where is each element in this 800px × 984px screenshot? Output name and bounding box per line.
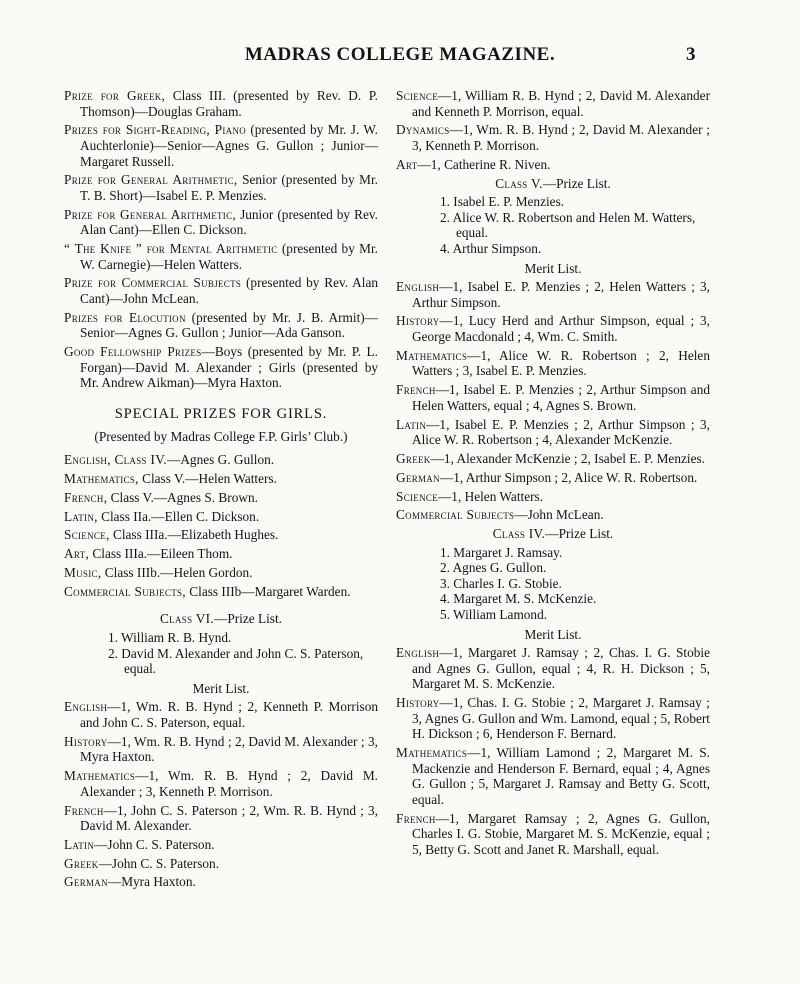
entry-subject: Greek bbox=[396, 450, 431, 466]
merit-entry bbox=[396, 417, 710, 448]
entry-text: —John C. S. Paterson. bbox=[98, 855, 220, 871]
entry-text: —1, Isabel E. P. Menzies ; 2, Arthur Simpson and Helen Watters, equal ; 4, Agnes S. Brown. bbox=[412, 382, 710, 413]
entry-text: Senior (presented by Mr. T. B. Short)—Isabel E. P. Menzies. bbox=[80, 172, 378, 203]
merit-entry bbox=[396, 489, 710, 505]
class5-merit-heading: Merit List. bbox=[524, 260, 582, 276]
entry-text: —1, Wm. R. B. Hynd ; 2, David M. Alexander ; 3, Myra Haxton. bbox=[80, 733, 378, 765]
merit-entry bbox=[396, 507, 710, 523]
prize-entry bbox=[64, 344, 378, 391]
entry-text: —John McLean. bbox=[514, 507, 604, 523]
entry-subject: “ The Knife ” for Mental Arithmetic bbox=[64, 241, 278, 257]
prize-list-item: 4. Margaret M. S. McKenzie. bbox=[440, 591, 597, 607]
prize-list-item: 2. Agnes G. Gullon. bbox=[440, 560, 547, 576]
heading-class: Class V. bbox=[495, 175, 543, 191]
merit-entry bbox=[396, 470, 710, 486]
prize-entry bbox=[64, 241, 378, 272]
spacer bbox=[64, 602, 378, 608]
entry-text: —John C. S. Paterson. bbox=[94, 836, 215, 852]
merit-entry bbox=[396, 695, 710, 742]
merit-entry bbox=[64, 768, 378, 799]
merit-entry bbox=[396, 348, 710, 379]
class6-prize-heading bbox=[64, 611, 378, 627]
prize-entry bbox=[64, 207, 378, 238]
entry-text: —1, Margaret Ramsay ; 2, Agnes G. Gullon, Charles I. G. Stobie, Margaret M. S. McKenzie, equal ; 5, Betty G. Scott and Janet R. Marshall, equal. bbox=[412, 810, 710, 857]
entry-text: —1, Alexander McKenzie ; 2, Isabel E. P. Menzies. bbox=[430, 450, 705, 466]
left-column bbox=[64, 88, 378, 893]
entry-subject: Mathematics bbox=[64, 768, 136, 784]
entry-text: (presented by Rev. Alan Cant)—John McLean. bbox=[80, 275, 378, 307]
entry-text: —1, Lucy Herd and Arthur Simpson, equal ; 3, George Macdonald ; 4, Wm. C. Smith. bbox=[412, 313, 710, 345]
entry-text: —1, William Lamond ; 2, Margaret M. S. Mackenzie and Henderson F. Bernard, equal ; 4, Agnes G. Gullon ; 5, Margaret J. Ramsay and Betty G. Scott, equal. bbox=[412, 745, 710, 807]
entry-text: —1, Catherine R. Niven. bbox=[417, 156, 551, 172]
entry-text: Class IIIa.—Eileen Thom. bbox=[89, 546, 233, 562]
entry-subject: Science bbox=[396, 88, 438, 103]
merit-entry bbox=[64, 734, 378, 765]
prize-list-item: 3. Charles I. G. Stobie. bbox=[440, 575, 562, 591]
entry-text: —1, Arthur Simpson ; 2, Alice W. R. Robertson. bbox=[439, 469, 698, 485]
prize-list-item: 2. David M. Alexander and John C. S. Paterson, equal. bbox=[108, 645, 364, 677]
entry-subject: Commercial Subjects, bbox=[64, 583, 186, 599]
entry-text: (presented by Mr. J. W. Auchterlonie)—Senior—Agnes G. Gullon ; Junior—Margaret Russell. bbox=[80, 122, 378, 169]
entry-subject: German bbox=[396, 469, 440, 485]
special-prize-entry bbox=[64, 527, 378, 543]
merit-entry bbox=[64, 803, 378, 834]
entry-subject: French bbox=[396, 810, 436, 826]
right-column bbox=[396, 88, 710, 861]
entry-text: —1, Chas. I. G. Stobie ; 2, Margaret J. Ramsay ; 3, Agnes G. Gullon and Wm. Lamond, equal ; 5, Robert H. Dickson ; 6, Henderson F. Bernard. bbox=[412, 695, 710, 742]
prize-entry bbox=[64, 310, 378, 341]
class6-merit-heading: Merit List. bbox=[192, 680, 250, 696]
class6-prize-list bbox=[64, 630, 378, 677]
entry-subject: English bbox=[396, 645, 440, 661]
entry-subject: French bbox=[64, 802, 104, 818]
prize-list-item: 1. William R. B. Hynd. bbox=[108, 630, 232, 646]
entry-text: Junior (presented by Rev. Alan Cant)—Ellen C. Dickson. bbox=[80, 206, 379, 238]
special-prize-entry bbox=[64, 471, 378, 487]
entry-subject: Science bbox=[396, 488, 438, 504]
merit-entry bbox=[396, 279, 710, 310]
entry-subject: Mathematics bbox=[396, 745, 468, 761]
entry-subject: Latin, bbox=[64, 508, 98, 524]
special-prize-entry bbox=[64, 546, 378, 562]
prize-list-item: 1. Isabel E. P. Menzies. bbox=[440, 194, 565, 210]
entry-text: —1, Alice W. R. Robertson ; 2, Helen Watters ; 3, Isabel E. P. Menzies. bbox=[412, 347, 710, 379]
entry-text: Class V.—Helen Watters. bbox=[138, 470, 277, 486]
special-prize-entry bbox=[64, 490, 378, 506]
class4-prize-list bbox=[396, 545, 710, 623]
entry-text: —1, Wm. R. B. Hynd ; 2, David M. Alexander ; 3, Kenneth P. Morrison. bbox=[412, 122, 710, 153]
entry-text: —1, Helen Watters. bbox=[438, 488, 544, 504]
entry-subject: Prize for General Arithmetic, bbox=[64, 172, 238, 188]
entry-subject: Science, bbox=[64, 527, 110, 543]
special-prize-entry bbox=[64, 509, 378, 525]
class5-prize-list bbox=[396, 194, 710, 256]
entry-subject: History bbox=[396, 695, 440, 711]
entry-subject: Dynamics bbox=[396, 122, 450, 138]
special-prizes-heading: SPECIAL PRIZES FOR GIRLS. bbox=[114, 406, 328, 422]
entry-subject: Music, bbox=[64, 564, 102, 580]
prize-entry bbox=[64, 275, 378, 306]
merit-entry bbox=[64, 874, 378, 890]
entry-subject: Commercial Subjects bbox=[396, 507, 515, 523]
prize-list-item: 2. Alice W. R. Robertson and Helen M. Watters, equal. bbox=[440, 209, 696, 241]
page-number: 3 bbox=[686, 44, 696, 65]
prize-entry bbox=[64, 172, 378, 203]
merit-entry bbox=[396, 745, 710, 807]
entry-subject: Mathematics bbox=[396, 347, 468, 363]
entry-subject: Prize for General Arithmetic, bbox=[64, 206, 237, 222]
special-prizes-note: (Presented by Madras College F.P. Girls’ Club.) bbox=[94, 428, 348, 444]
heading-rest: —Prize List. bbox=[542, 175, 611, 191]
merit-entry bbox=[396, 157, 710, 173]
entry-text: Class V.—Agnes S. Brown. bbox=[107, 489, 258, 505]
entry-subject: German bbox=[64, 874, 108, 890]
merit-entry bbox=[396, 88, 710, 119]
entry-subject: English bbox=[64, 699, 108, 715]
heading-class: Class VI. bbox=[160, 611, 215, 627]
special-prize-entry bbox=[64, 565, 378, 581]
entry-subject: Latin bbox=[64, 836, 95, 852]
merit-entry bbox=[396, 811, 710, 858]
entry-text: Class IIIa.—Elizabeth Hughes. bbox=[109, 527, 279, 543]
prize-entry bbox=[64, 88, 378, 119]
entry-subject: Mathematics, bbox=[64, 470, 139, 486]
heading-rest: —Prize List. bbox=[545, 526, 614, 542]
merit-entry bbox=[64, 699, 378, 730]
entry-subject: Latin bbox=[396, 416, 427, 432]
class5-prize-heading bbox=[396, 176, 710, 192]
class4-merit-heading: Merit List. bbox=[524, 626, 582, 642]
entry-subject: Prize for Commercial Subjects bbox=[64, 275, 242, 291]
merit-entry bbox=[64, 856, 378, 872]
entry-subject: Good Fellowship Prizes bbox=[64, 344, 202, 360]
entry-text: —1, Wm. R. B. Hynd ; 2, Kenneth P. Morrison and John C. S. Paterson, equal. bbox=[80, 699, 378, 730]
entry-text: —1, John C. S. Paterson ; 2, Wm. R. B. Hynd ; 3, David M. Alexander. bbox=[80, 802, 378, 834]
merit-entry bbox=[396, 122, 710, 153]
entry-subject: English bbox=[396, 279, 440, 295]
entry-subject: Prizes for Elocution bbox=[64, 309, 186, 325]
entry-text: Class III. (presented by Rev. D. P. Thomson)—Douglas Graham. bbox=[80, 88, 378, 119]
entry-subject: History bbox=[396, 313, 440, 329]
entry-subject: Greek bbox=[64, 855, 99, 871]
prize-list-item: 4. Arthur Simpson. bbox=[440, 240, 542, 256]
merit-entry bbox=[396, 382, 710, 413]
entry-text: —Agnes G. Gullon. bbox=[167, 452, 275, 468]
entry-text: —Myra Haxton. bbox=[107, 874, 196, 890]
entry-text: (presented by Mr. W. Carnegie)—Helen Watters. bbox=[80, 241, 378, 272]
special-prize-entry bbox=[64, 584, 378, 600]
heading-class: Class IV. bbox=[492, 526, 546, 542]
prize-list-item: 1. Margaret J. Ramsay. bbox=[440, 544, 563, 560]
entry-text: —1, Margaret J. Ramsay ; 2, Chas. I. G. Stobie and Agnes G. Gullon, equal ; 4, R. H. Dickson ; 5, Margaret M. S. McKenzie. bbox=[412, 645, 710, 692]
merit-entry bbox=[64, 837, 378, 853]
prize-list-item: 5. William Lamond. bbox=[440, 607, 548, 623]
entry-text: —1, Isabel E. P. Menzies ; 2, Arthur Simpson ; 3, Alice W. R. Robertson ; 4, Alexander McKenzie. bbox=[412, 416, 710, 448]
page-header bbox=[0, 44, 800, 74]
entry-subject: History bbox=[64, 733, 108, 749]
heading-rest: —Prize List. bbox=[214, 611, 282, 627]
magazine-title: MADRAS COLLEGE MAGAZINE. bbox=[244, 44, 556, 65]
entry-subject: English, Class IV. bbox=[64, 452, 168, 468]
merit-entry bbox=[396, 451, 710, 467]
entry-subject: Art, bbox=[64, 546, 90, 562]
entry-text: —1, Isabel E. P. Menzies ; 2, Helen Watters ; 3, Arthur Simpson. bbox=[412, 279, 710, 310]
special-prize-entry bbox=[64, 452, 378, 468]
entry-text: —1, William R. B. Hynd ; 2, David M. Alexander and Kenneth P. Morrison, equal. bbox=[412, 88, 710, 119]
prize-entry bbox=[64, 122, 378, 169]
entry-text: Class IIIb—Margaret Warden. bbox=[185, 583, 351, 599]
entry-text: Class IIa.—Ellen C. Dickson. bbox=[97, 508, 260, 524]
entry-text: Class IIIb.—Helen Gordon. bbox=[101, 564, 253, 580]
entry-text: (presented by Mr. J. B. Armit)—Senior—Agnes G. Gullon ; Junior—Ada Ganson. bbox=[80, 309, 379, 341]
class4-prize-heading bbox=[396, 526, 710, 542]
entry-text: —1, Wm. R. B. Hynd ; 2, David M. Alexander ; 3, Kenneth P. Morrison. bbox=[80, 768, 378, 799]
entry-subject: French bbox=[396, 382, 436, 398]
entry-subject: Art bbox=[396, 156, 418, 172]
entry-text: —Boys (presented by Mr. P. L. Forgan)—David M. Alexander ; Girls (presented by Mr. Andrew Aikman)—Myra Haxton. bbox=[80, 344, 379, 391]
entry-subject: French, bbox=[64, 489, 108, 505]
entry-subject: Prize for Greek, bbox=[64, 88, 166, 103]
merit-entry bbox=[396, 645, 710, 692]
entry-subject: Prizes for Sight-Reading, Piano bbox=[64, 122, 247, 138]
merit-entry bbox=[396, 313, 710, 344]
